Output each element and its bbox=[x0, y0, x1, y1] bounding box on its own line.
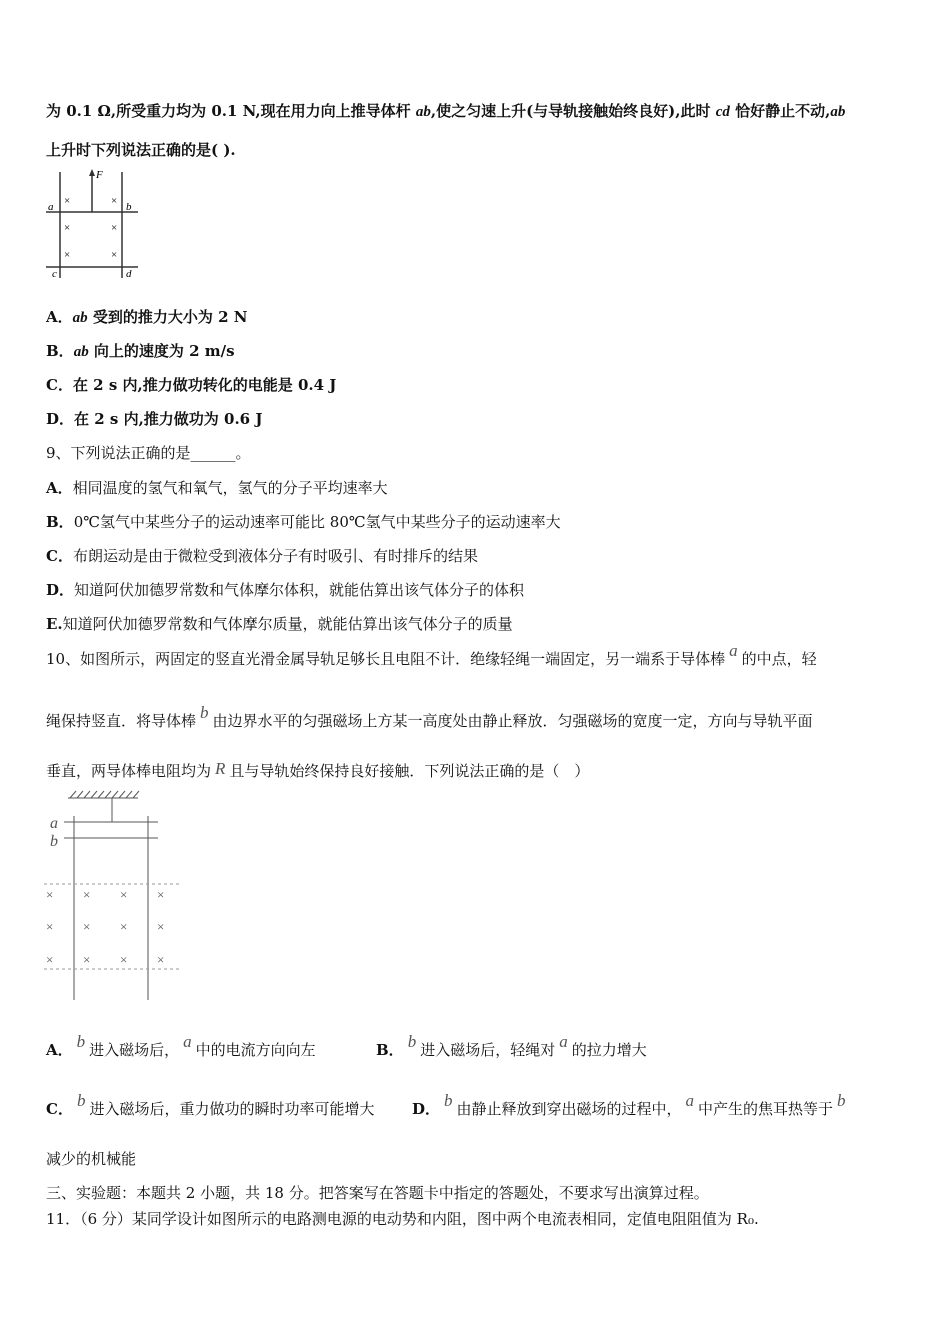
q8-cross: × bbox=[111, 249, 118, 261]
q8-option-b: B．ab 向上的速度为 2 m/s bbox=[46, 342, 235, 360]
q10-cross: × bbox=[83, 952, 91, 967]
q9-option-d: D．知道阿伏加德罗常数和气体摩尔体积，就能估算出该气体分子的体积 bbox=[46, 581, 525, 599]
q9-option-c: C．布朗运动是由于微粒受到液体分子有时吸引、有时排斥的结果 bbox=[46, 547, 478, 565]
q8-stem-line1: 为 0.1 Ω,所受重力均为 0.1 N,现在用力向上推导体杆 ab,使之匀速上升(与导轨接触始终良好),此时 cd 恰好静止不动,ab bbox=[46, 102, 846, 120]
q9-stem: 9、下列说法正确的是______。 bbox=[46, 444, 251, 462]
q10-figure-label-a: a bbox=[50, 815, 58, 832]
q8-cross: × bbox=[64, 222, 71, 234]
q10-cross: × bbox=[46, 887, 54, 902]
q10-option-a: A． b 进入磁场后， a 中的电流方向向左 bbox=[46, 1032, 316, 1059]
q10-stem-line3: 垂直，两导体棒电阻均为 R 且与导轨始终保持良好接触．下列说法正确的是（ ） bbox=[46, 759, 590, 780]
q11-stem: 11．（6 分）某同学设计如图所示的电路测电源的电动势和内阻，图中两个电流表相同，定值电阻阻值为 R₀. bbox=[46, 1210, 759, 1228]
q8-option-a: A．ab 受到的推力大小为 2 N bbox=[46, 308, 248, 326]
q10-cross: × bbox=[46, 952, 54, 967]
q8-figure-label-a: a bbox=[48, 201, 54, 213]
q8-figure bbox=[44, 166, 144, 282]
q9-option-e: E.知道阿伏加德罗常数和气体摩尔质量，就能估算出该气体分子的质量 bbox=[46, 615, 513, 633]
q10-cross: × bbox=[157, 919, 165, 934]
q10-option-d-continued: 减少的机械能 bbox=[46, 1150, 137, 1168]
q10-option-d: D． b 由静止释放到穿出磁场的过程中， a 中产生的焦耳热等于 b bbox=[412, 1091, 846, 1118]
q10-cross: × bbox=[83, 887, 91, 902]
q10-option-b: B． b 进入磁场后，轻绳对 a 的拉力增大 bbox=[376, 1032, 647, 1059]
q8-option-d: D．在 2 s 内,推力做功为 0.6 J bbox=[46, 410, 263, 428]
q8-figure-label-force: F bbox=[96, 169, 103, 181]
q10-cross: × bbox=[157, 887, 165, 902]
q10-figure-label-b: b bbox=[50, 833, 58, 850]
q10-stem-line2: 绳保持竖直．将导体棒 b 由边界水平的匀强磁场上方某一高度处由静止释放．匀强磁场的宽度一定，方向与导轨平面 bbox=[46, 703, 813, 730]
q10-cross: × bbox=[83, 919, 91, 934]
q8-option-c: C．在 2 s 内,推力做功转化的电能是 0.4 J bbox=[46, 376, 337, 394]
q10-cross: × bbox=[120, 952, 128, 967]
section-3-heading: 三、实验题：本题共 2 小题，共 18 分。把答案写在答题卡中指定的答题处，不要求写出演算过程。 bbox=[46, 1184, 709, 1202]
q10-cross: × bbox=[157, 952, 165, 967]
q8-figure-label-c: c bbox=[52, 268, 57, 280]
q8-stem-line2: 上升时下列说法正确的是( ). bbox=[46, 141, 236, 159]
q9-option-b: B．0℃氢气中某些分子的运动速率可能比 80℃氢气中某些分子的运动速率大 bbox=[46, 513, 561, 531]
q8-cross: × bbox=[111, 222, 118, 234]
q8-cross: × bbox=[64, 249, 71, 261]
q8-figure-label-b: b bbox=[126, 201, 132, 213]
q10-option-c: C． b 进入磁场后，重力做功的瞬时功率可能增大 bbox=[46, 1091, 375, 1118]
q10-figure bbox=[40, 784, 185, 1006]
q9-option-a: A．相同温度的氢气和氧气，氢气的分子平均速率大 bbox=[46, 479, 388, 497]
q10-cross: × bbox=[120, 887, 128, 902]
q10-cross: × bbox=[120, 919, 128, 934]
q8-cross: × bbox=[111, 195, 118, 207]
q10-stem-line1: 10、如图所示，两固定的竖直光滑金属导轨足够长且电阻不计．绝缘轻绳一端固定，另一端系于导体棒 a 的中点，轻 bbox=[46, 641, 817, 668]
q10-cross: × bbox=[46, 919, 54, 934]
q8-figure-label-d: d bbox=[126, 268, 132, 280]
q8-cross: × bbox=[64, 195, 71, 207]
